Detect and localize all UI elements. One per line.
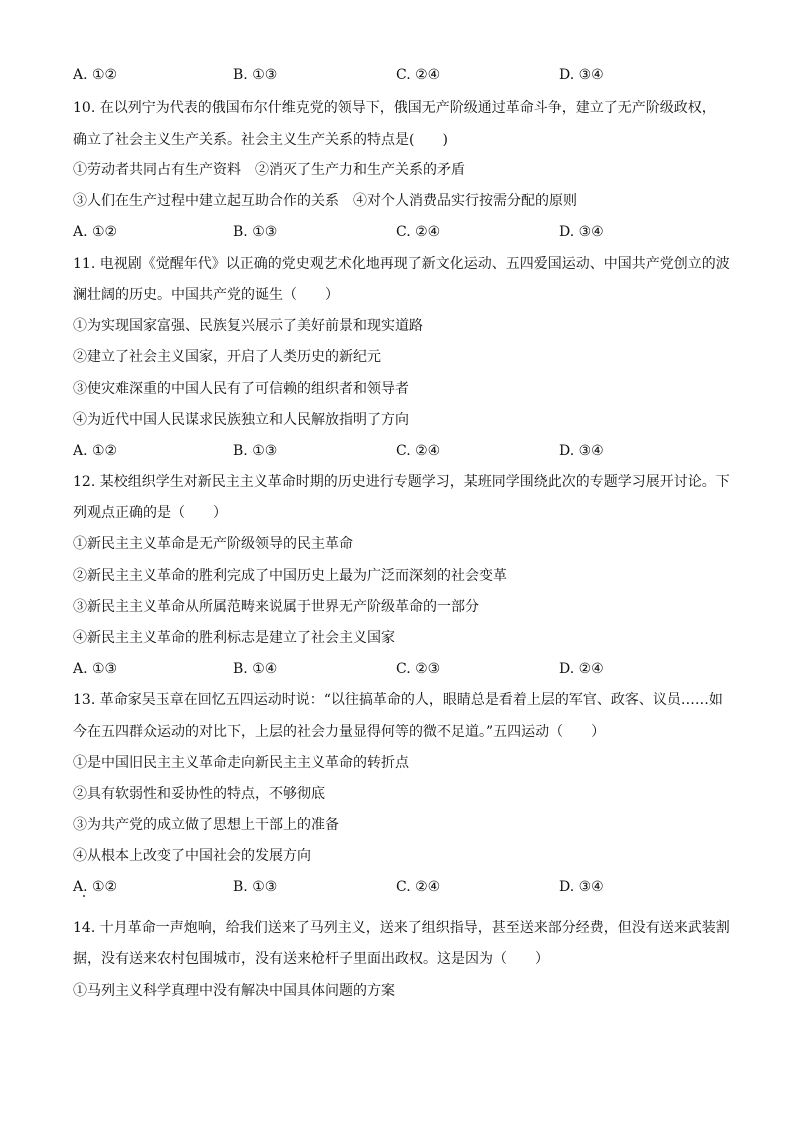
q10-option-d[interactable]: D. ③④ <box>559 224 604 240</box>
q13-option-b[interactable]: B. ①③ <box>233 879 278 895</box>
q9-option-a[interactable]: A. ①② <box>73 67 118 83</box>
q10-option-b[interactable]: B. ①③ <box>233 224 278 240</box>
q12-item: ②新民主主义革命的胜利完成了中国历史上最为广泛而深刻的社会变革 <box>73 568 507 584</box>
q13-item: ②具有软弱性和妥协性的特点，不够彻底 <box>73 786 325 802</box>
q13-option-d[interactable]: D. ③④ <box>559 879 604 895</box>
q13-item: ③为共产党的成立做了思想上干部上的准备 <box>73 817 339 833</box>
q14-stem-line1: 14. 十月革命一声炮响，给我们送来了马列主义，送来了组织指导，甚至送来部分经费，但没有送来武装割 <box>73 920 730 936</box>
q10-stem-line2: 确立了社会主义生产关系。社会主义生产关系的特点是( ) <box>73 132 448 148</box>
q14-stem-line2: 据，没有送来农村包围城市，没有送来枪杆子里面出政权。这是因为（ ） <box>73 951 549 967</box>
q13-item: ①是中国旧民主主义革命走向新民主主义革命的转折点 <box>73 755 409 771</box>
q11-option-c[interactable]: C. ②④ <box>396 443 441 459</box>
q12-options <box>73 659 733 679</box>
q10-item: ①劳动者共同占有生产资料 ②消灭了生产力和生产关系的矛盾 <box>73 162 465 178</box>
stray-dot <box>83 895 85 897</box>
q12-stem-line2: 列观点正确的是（ ） <box>73 505 227 521</box>
q9-option-b[interactable]: B. ①③ <box>233 67 278 83</box>
q13-options <box>73 877 733 897</box>
q12-item: ①新民主主义革命是无产阶级领导的民主革命 <box>73 536 353 552</box>
q9-option-c[interactable]: C. ②④ <box>396 67 441 83</box>
q10-stem-line1: 10. 在以列宁为代表的俄国布尔什维克党的领导下，俄国无产阶级通过革命斗争，建立了无产阶级政权， <box>73 100 716 116</box>
q11-option-a[interactable]: A. ①② <box>73 443 118 459</box>
q12-option-c[interactable]: C. ②③ <box>396 661 441 677</box>
q10-option-a[interactable]: A. ①② <box>73 224 118 240</box>
q11-item: ①为实现国家富强、民族复兴展示了美好前景和现实道路 <box>73 318 423 334</box>
q14-item: ①马列主义科学真理中没有解决中国具体问题的方案 <box>73 983 395 999</box>
q13-stem-line1: 13. 革命家吴玉章在回忆五四运动时说：“以往搞革命的人，眼睛总是看着上层的军官、政客、议员……如 <box>73 692 723 708</box>
q11-item: ③使灾难深重的中国人民有了可信赖的组织者和领导者 <box>73 381 409 397</box>
q12-option-b[interactable]: B. ①④ <box>233 661 278 677</box>
q13-option-c[interactable]: C. ②④ <box>396 879 441 895</box>
q11-stem-line2: 澜壮阔的历史。中国共产党的诞生（ ） <box>73 287 339 303</box>
q12-item: ③新民主主义革命从所属范畴来说属于世界无产阶级革命的一部分 <box>73 599 479 615</box>
q13-option-a[interactable]: A. ①② <box>73 879 118 895</box>
q13-item: ④从根本上改变了中国社会的发展方向 <box>73 848 311 864</box>
q11-item: ②建立了社会主义国家，开启了人类历史的新纪元 <box>73 349 381 365</box>
q12-item: ④新民主主义革命的胜利标志是建立了社会主义国家 <box>73 630 395 646</box>
q12-stem-line1: 12. 某校组织学生对新民主主义革命时期的历史进行专题学习，某班同学围绕此次的专题学习展开讨论。下 <box>73 474 730 490</box>
q12-option-d[interactable]: D. ②④ <box>559 661 604 677</box>
q13-stem-line2: 今在五四群众运动的对比下，上层的社会力量显得何等的微不足道。”五四运动（ ） <box>73 724 606 740</box>
q10-item: ③人们在生产过程中建立起互助合作的关系 ④对个人消费品实行按需分配的原则 <box>73 193 577 209</box>
q11-options <box>73 441 733 461</box>
q11-option-d[interactable]: D. ③④ <box>559 443 604 459</box>
q10-option-c[interactable]: C. ②④ <box>396 224 441 240</box>
q9-option-d[interactable]: D. ③④ <box>559 67 604 83</box>
q11-option-b[interactable]: B. ①③ <box>233 443 278 459</box>
q11-stem-line1: 11. 电视剧《觉醒年代》以正确的党史观艺术化地再现了新文化运动、五四爱国运动、中国共产党创立的波 <box>73 256 730 272</box>
q12-option-a[interactable]: A. ①③ <box>73 661 118 677</box>
q9-options <box>73 65 733 85</box>
q11-item: ④为近代中国人民谋求民族独立和人民解放指明了方向 <box>73 412 409 428</box>
q10-options <box>73 222 733 242</box>
